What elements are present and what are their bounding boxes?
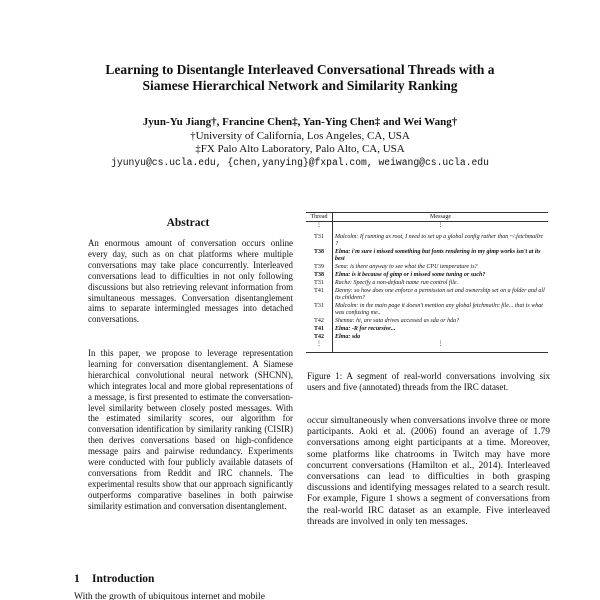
- message-text: Elma: i'm sure i missed something but fonts rendering in my gimp works isn't at its best: [335, 248, 541, 262]
- ellipsis-bottom-message: ⋮: [333, 341, 549, 353]
- title-line-2: Siamese Hierarchical Network and Similarity Ranking: [142, 78, 458, 93]
- table-row: [306, 279, 548, 287]
- section-number: 1: [74, 573, 80, 585]
- table-row: [306, 333, 548, 341]
- thread-id: T38: [306, 248, 333, 263]
- column-header-thread: Thread: [306, 213, 333, 222]
- message-text: Malcolm: If running as root, I need to set up a global config rather than ~/.fetchmailrc ?: [335, 233, 544, 247]
- figure-caption: Figure 1: A segment of real-world conversations involving six users and five (annotated) threads from the IRC dataset.: [307, 371, 550, 392]
- section-title: Introduction: [92, 573, 155, 585]
- message-text: Elma: sda: [335, 333, 361, 340]
- thread-id: T31: [306, 279, 333, 287]
- message-text: Sena: is there anyway to see what the CPU temperature is?: [335, 263, 478, 270]
- abstract-heading: Abstract: [166, 217, 210, 229]
- thread-id: T31: [306, 302, 333, 317]
- author-list: Jyun-Yu Jiang†, Francine Chen‡, Yan-Ying Chen‡ and Wei Wang†: [142, 116, 458, 128]
- column-header-message: Message: [333, 213, 549, 222]
- body-paragraph: occur simultaneously when conversations involve three or more participants. Aoki et al. (2006) found an average of 1.79 conversations among eight participants at a time. Moreover, some platforms like chatrooms in Twitch may have more concurrent conversations (Hamilton et al., 2014). Interleaved conversations can lead to difficulties in both grasping discussions and identifying messages related to a search result. For example, Figure 1 shows a segment of conversations from the real-world IRC dataset as an example. Five interleaved threads are involved in only ten messages.: [307, 416, 550, 527]
- ellipsis-row: [306, 341, 548, 353]
- abstract-paragraph-2: In this paper, we propose to leverage representation learning for conversation disentanglement. A Siamese hierarchical convolutional neural network (SHCNN), which integrates local and more global representations of a message, is first presented to estimate the conversation-level similarity between closely posted messages. With the estimated similarity scores, our algorithm for conversation identification by similarity ranking (CISIR) then derives conversations based on high-confidence message pairs and pairwise redundancy. Experiments were conducted with four publicly available datasets of conversations from Reddit and IRC channels. The experimental results show that our approach significantly outperforms comparative baselines in both pairwise similarity estimation and conversation disentanglement.: [88, 348, 293, 511]
- affiliation-ucla: †University of California, Los Angeles, CA, USA: [190, 130, 410, 142]
- message-text: Elma: is it because of gimp or i missed some tuning or such?: [335, 271, 486, 278]
- paper-title: [40, 62, 560, 94]
- table-row: [306, 263, 548, 271]
- table-row: [306, 325, 548, 333]
- table-row: [306, 317, 548, 325]
- message-text: Malcolm: in the main page it doesn't mention any global fetchmailrc file... that is what was confusing me..: [335, 302, 543, 316]
- ellipsis-bottom-thread: ⋮: [306, 341, 333, 353]
- thread-id: T42: [306, 333, 333, 341]
- figure-conversation-table: [306, 212, 548, 353]
- table-row: [306, 287, 548, 302]
- message-text: Denny: so how does one enforce a permission set and ownership set on a folder and all its children?: [335, 287, 545, 301]
- section-heading: [74, 573, 154, 585]
- thread-id: T42: [306, 317, 333, 325]
- thread-id: T31: [306, 233, 333, 248]
- table-row: [306, 271, 548, 279]
- author-emails: jyunyu@cs.ucla.edu, {chen,yanying}@fxpal.com, weiwang@cs.ucla.edu: [111, 157, 489, 168]
- ellipsis-top-message: ⋮: [437, 221, 444, 228]
- thread-id: T39: [306, 263, 333, 271]
- right-column-text: [307, 416, 550, 528]
- message-text: Rache: Specify a non-default name run control file.: [335, 279, 459, 286]
- message-text: Shenna: hi, are sata drives accessed as sda or hda?: [335, 317, 460, 324]
- introduction-text: With the growth of ubiquitous internet and mobile: [74, 592, 265, 600]
- ellipsis-top-thread: ⋮: [306, 222, 333, 234]
- affiliation-fxpal: ‡FX Palo Alto Laboratory, Palo Alto, CA, USA: [195, 143, 405, 155]
- table-row: [306, 302, 548, 317]
- table-row: [306, 248, 548, 263]
- thread-id: T41: [306, 325, 333, 333]
- thread-id: T38: [306, 271, 333, 279]
- abstract-paragraph-1: An enormous amount of conversation occurs online every day, such as on chat platforms where multiple conversations may take place concurrently. Interleaved conversations lead to difficulties in not only following discussions but also retrieving relevant information from simultaneous messages. Conversation disentanglement aims to separate intermingled messages into detached conversations.: [88, 238, 293, 325]
- message-text: Elma: -R for recursive...: [335, 325, 396, 332]
- title-line-1: Learning to Disentangle Interleaved Conversational Threads with a: [105, 62, 495, 77]
- thread-id: T41: [306, 287, 333, 302]
- table-row: [306, 233, 548, 248]
